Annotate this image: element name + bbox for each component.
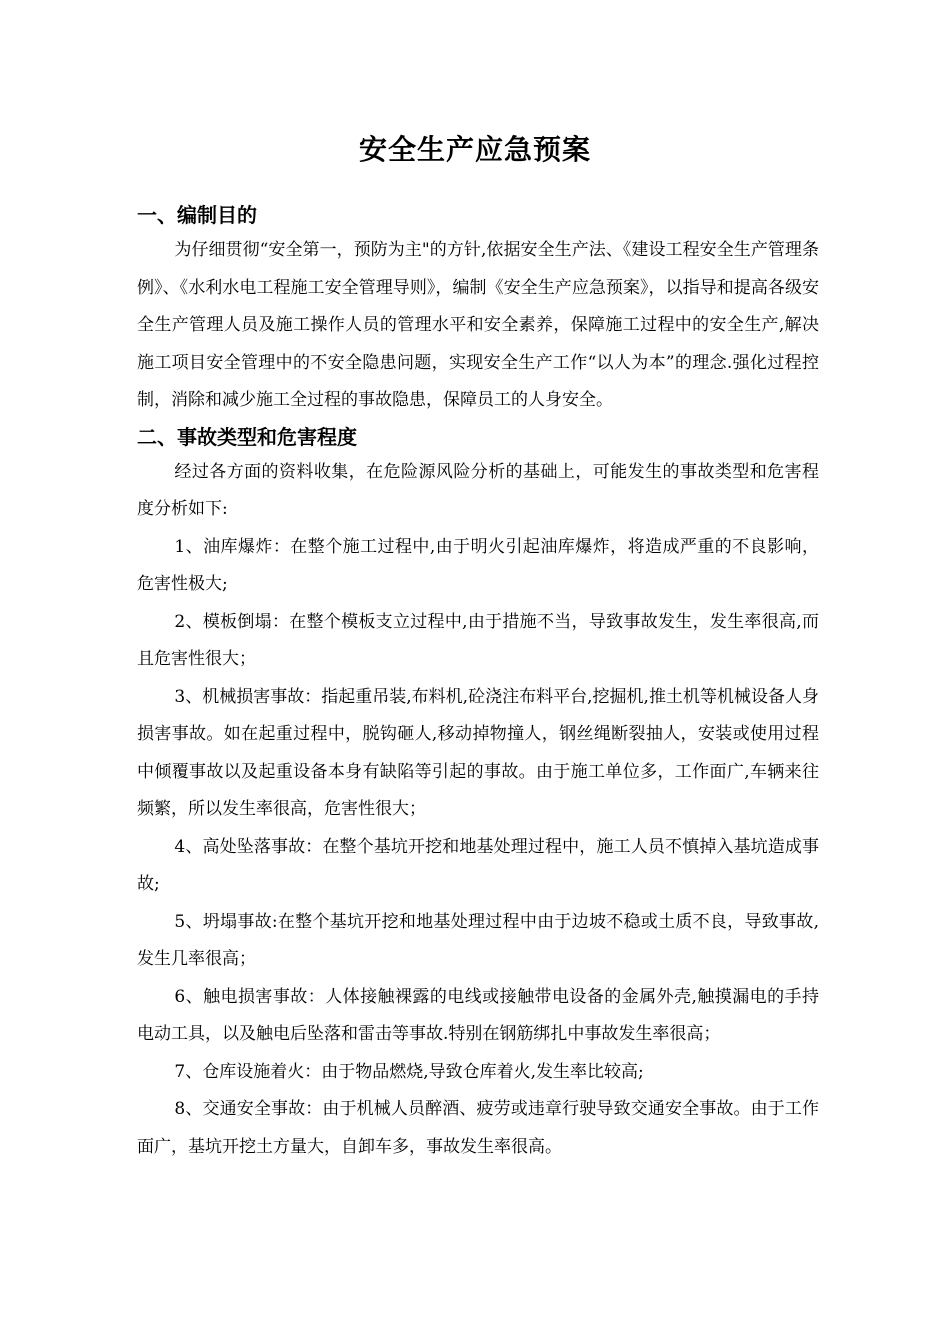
list-item-electric-shock: 6、触电损害事故：人体接触裸露的电线或接触带电设备的金属外壳,触摸漏电的手持电动工具，以及触电后坠落和雷击等事故.特别在钢筋绑扎中事故发生率很高； [137, 986, 819, 1044]
list-item-oil-depot-explosion: 1、油库爆炸：在整个施工过程中,由于明火引起油库爆炸，将造成严重的不良影响，危害性极大; [137, 536, 819, 594]
section-purpose [137, 198, 819, 420]
document-body [137, 198, 819, 1166]
paragraph: 为仔细贯彻“安全第一，预防为主"的方针,依据安全生产法、《建设工程安全生产管理条例》、《水利水电工程施工安全管理导则》，编制《安全生产应急预案》，以指导和提高各级安全生产管理人员及施工操作人员的管理水平和安全素养，保障施工过程中的安全生产,解决施工项目安全管理中的不安全隐患问题，实现安全生产工作“以人为本”的理念.强化过程控制，消除和减少施工全过程的事故隐患，保障员工的人身安全。 [137, 240, 819, 410]
list-item-formwork-collapse: 2、模板倒塌：在整个模板支立过程中,由于措施不当，导致事故发生，发生率很高,而且危害性很大； [137, 611, 819, 669]
paragraph-intro: 经过各方面的资料收集，在危险源风险分析的基础上，可能发生的事故类型和危害程度分析如下: [137, 461, 819, 519]
list-item-collapse: 5、坍塌事故:在整个基坑开挖和地基处理过程中由于边坡不稳或土质不良，导致事故,发生几率很高； [137, 911, 819, 969]
list-item-warehouse-fire: 7、仓库设施着火：由于物品燃烧,导致仓库着火,发生率比较高; [174, 1061, 644, 1082]
list-item-machinery-injury: 3、机械损害事故：指起重吊装,布料机,砼浇注布料平台,挖掘机,推土机等机械设备人身损害事故。如在起重过程中，脱钩砸人,移动掉物撞人，钢丝绳断裂抽人，安装或使用过程中倾覆事故以及起重设备本身有缺陷等引起的事故。由于施工单位多，工作面广,车辆来往频繁，所以发生率很高，危害性很大； [137, 686, 819, 819]
section-heading-accident-types: 二、事故类型和危害程度 [137, 424, 357, 449]
section-heading-purpose: 一、编制目的 [137, 203, 257, 227]
section-accident-types [137, 420, 819, 1167]
list-item-fall-from-height: 4、高处坠落事故：在整个基坑开挖和地基处理过程中，施工人员不慎掉入基坑造成事故; [137, 836, 819, 894]
document-title: 安全生产应急预案 [358, 133, 591, 166]
list-item-traffic-accident: 8、交通安全事故：由于机械人员醉酒、疲劳或违章行驶导致交通安全事故。由于工作面广，基坑开挖土方量大，自卸车多，事故发生率很高。 [137, 1099, 819, 1157]
